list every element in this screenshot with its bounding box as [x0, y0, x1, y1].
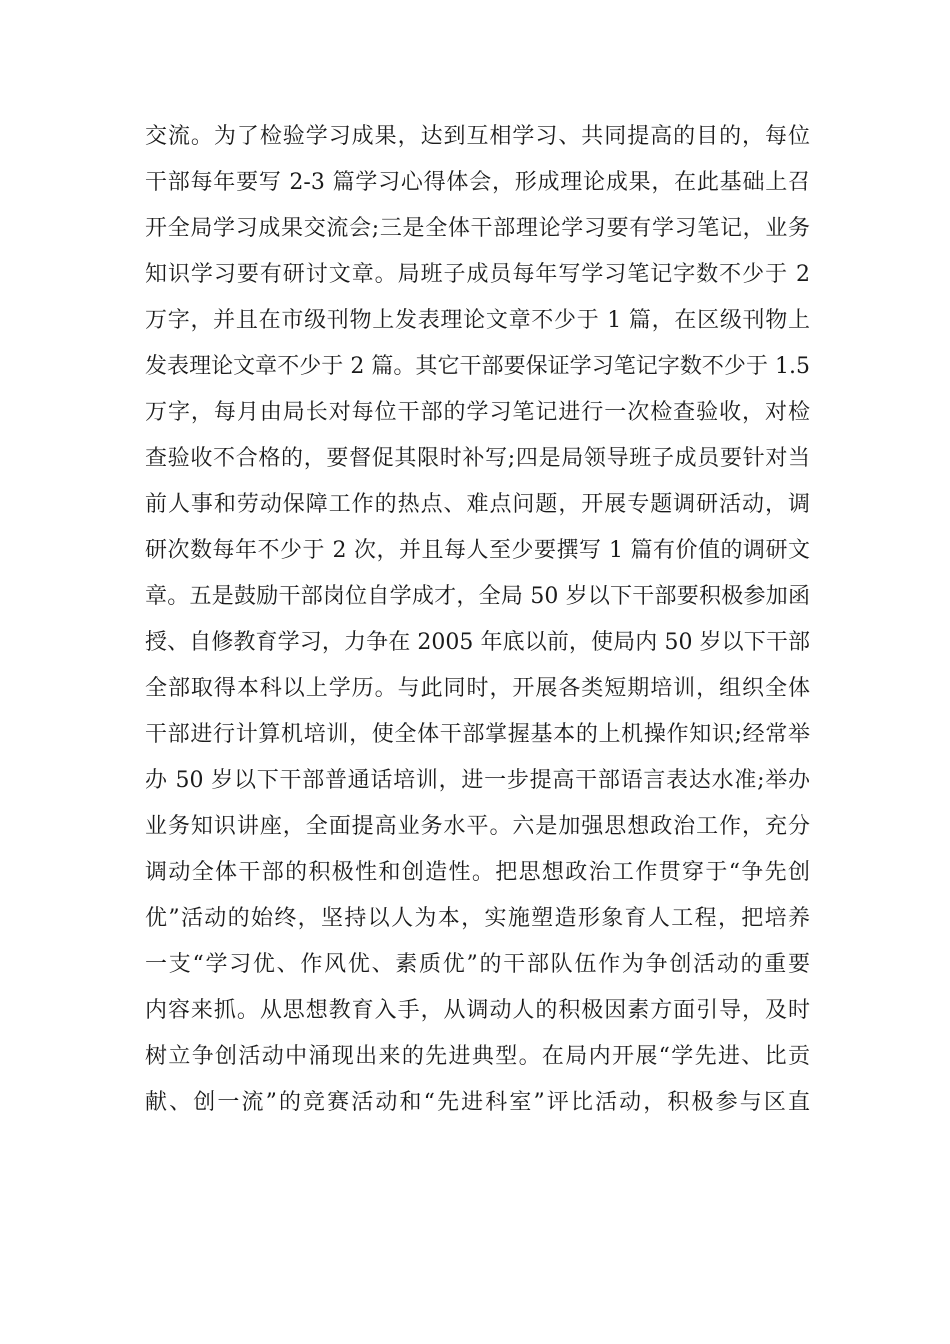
text-line-6: 发表理论文章不少于 2 篇。其它干部要保证学习笔记字数不少于 1.5	[145, 354, 810, 379]
text-line-20: 内容来抓。从思想教育入手，从调动人的积极因素方面引导，及时	[145, 998, 810, 1023]
text-line-18: 优”活动的始终，坚持以人为本，实施塑造形象育人工程，把培养	[145, 906, 810, 931]
text-line-22: 献、创一流”的竞赛活动和“先进科室”评比活动，积极参与区直	[145, 1090, 810, 1115]
text-line-14: 干部进行计算机培训，使全体干部掌握基本的上机操作知识;经常举	[145, 722, 810, 747]
text-line-9: 前人事和劳动保障工作的热点、难点问题，开展专题调研活动，调	[145, 492, 810, 517]
text-line-11: 章。五是鼓励干部岗位自学成才，全局 50 岁以下干部要积极参加函	[145, 584, 810, 609]
text-line-2: 干部每年要写 2-3 篇学习心得体会，形成理论成果，在此基础上召	[145, 170, 810, 195]
body-paragraph	[145, 114, 810, 1126]
text-line-16: 业务知识讲座，全面提高业务水平。六是加强思想政治工作，充分	[145, 814, 810, 839]
text-line-8: 查验收不合格的，要督促其限时补写;四是局领导班子成员要针对当	[145, 446, 810, 471]
text-line-1: 交流。为了检验学习成果，达到互相学习、共同提高的目的，每位	[145, 124, 810, 149]
text-line-21: 树立争创活动中涌现出来的先进典型。在局内开展“学先进、比贡	[145, 1044, 810, 1069]
text-line-10: 研次数每年不少于 2 次，并且每人至少要撰写 1 篇有价值的调研文	[145, 538, 810, 563]
text-line-17: 调动全体干部的积极性和创造性。把思想政治工作贯穿于“争先创	[145, 860, 810, 885]
text-line-7: 万字，每月由局长对每位干部的学习笔记进行一次检查验收，对检	[145, 400, 810, 425]
text-line-5: 万字，并且在市级刊物上发表理论文章不少于 1 篇，在区级刊物上	[145, 308, 810, 333]
text-line-19: 一支“学习优、作风优、素质优”的干部队伍作为争创活动的重要	[145, 952, 810, 977]
text-line-13: 全部取得本科以上学历。与此同时，开展各类短期培训，组织全体	[145, 676, 810, 701]
text-line-15: 办 50 岁以下干部普通话培训，进一步提高干部语言表达水准;举办	[145, 768, 810, 793]
text-line-3: 开全局学习成果交流会;三是全体干部理论学习要有学习笔记，业务	[145, 216, 810, 241]
text-line-4: 知识学习要有研讨文章。局班子成员每年写学习笔记字数不少于 2	[145, 262, 810, 287]
text-line-12: 授、自修教育学习，力争在 2005 年底以前，使局内 50 岁以下干部	[145, 630, 810, 655]
